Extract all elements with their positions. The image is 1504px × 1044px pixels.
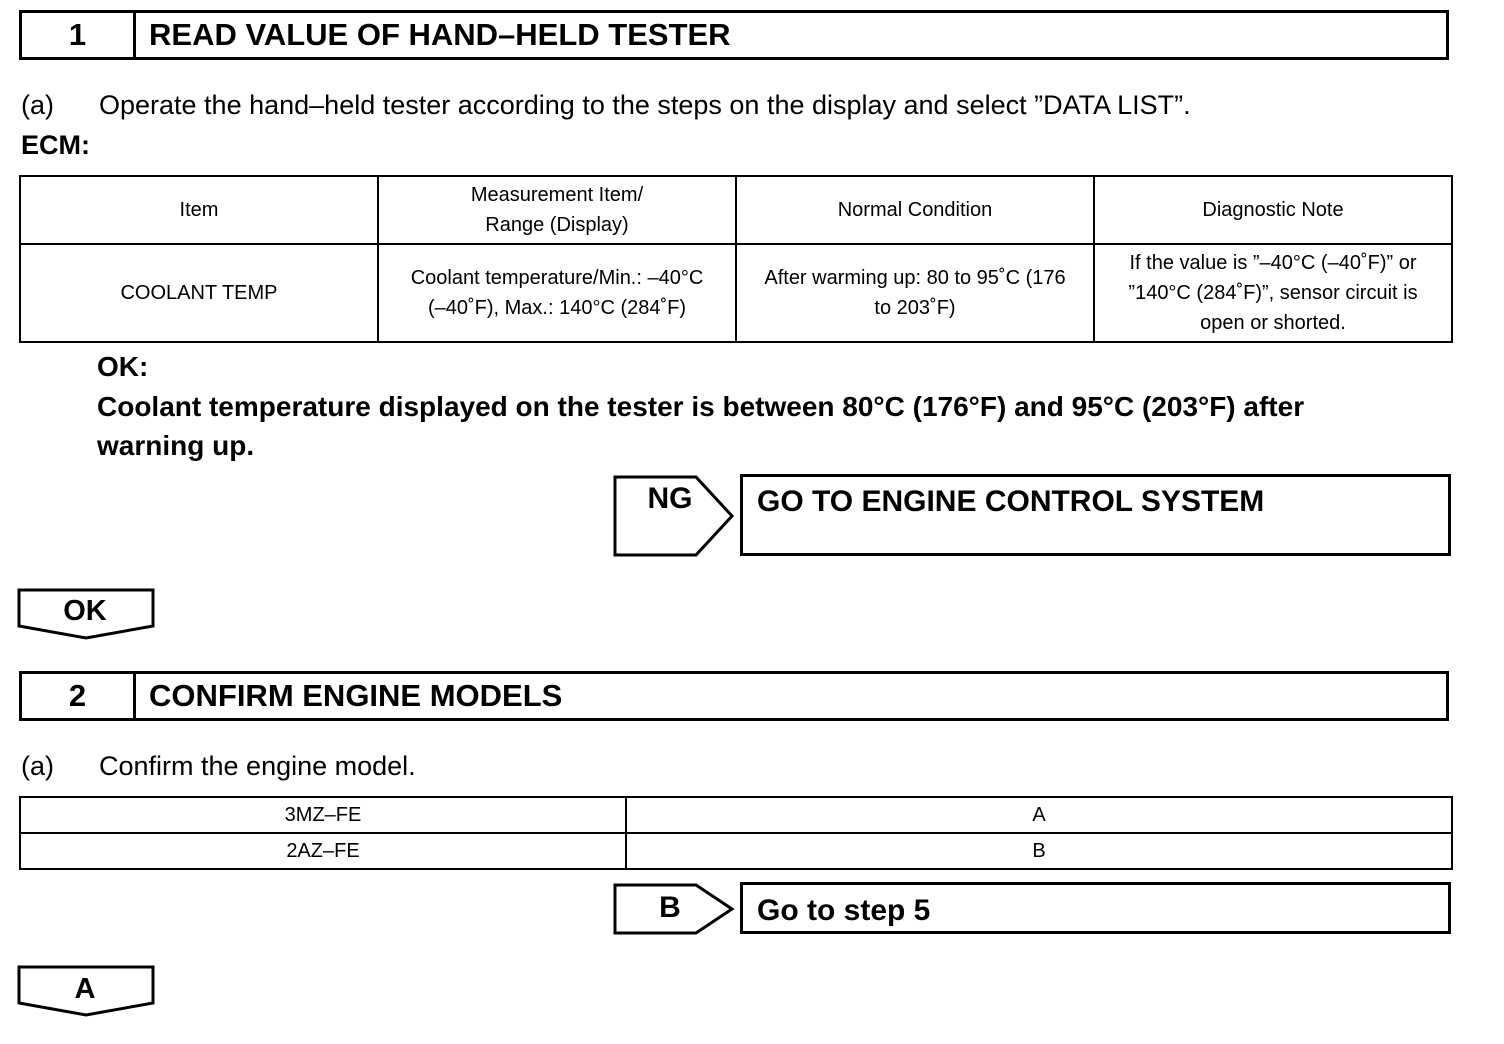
- cell-code: A: [626, 797, 1452, 833]
- step-2-header: [19, 671, 1449, 721]
- cell-normal-line1: After warming up: 80 to 95˚C (176: [764, 267, 1066, 289]
- cell-measurement: [378, 244, 736, 342]
- cell-item: COOLANT TEMP: [20, 244, 378, 342]
- instruction-label: (a): [21, 90, 54, 120]
- cell-model: 2AZ–FE: [20, 833, 626, 869]
- table-row: [20, 244, 1452, 342]
- ok-label: OK:: [97, 351, 149, 382]
- cell-normal-line2: to 203˚F): [874, 297, 956, 319]
- cell-measurement-line1: Coolant temperature/Min.: –40°C: [410, 267, 704, 289]
- ok-tag-label: OK: [63, 595, 107, 627]
- instruction-text: Operate the hand–held tester according to the steps on the display and select ”DATA LIST”.: [99, 90, 1191, 120]
- ng-result-text: GO TO ENGINE CONTROL SYSTEM: [757, 485, 1265, 518]
- b-tag-label: B: [659, 891, 681, 924]
- b-result-text: Go to step 5: [757, 894, 931, 927]
- table-row: [20, 833, 1452, 869]
- header-measurement: [378, 176, 736, 244]
- step-number: 2: [22, 674, 136, 718]
- engine-model-table: [19, 796, 1453, 870]
- ecm-label: ECM:: [21, 130, 90, 160]
- cell-note-line2: ”140°C (284˚F)”, sensor circuit is: [1128, 282, 1418, 304]
- header-measurement-line2: Range (Display): [485, 214, 629, 236]
- header-diagnostic-note: Diagnostic Note: [1094, 176, 1452, 244]
- header-normal-condition: Normal Condition: [736, 176, 1094, 244]
- step-1-instruction: [21, 90, 1191, 121]
- step-1-header: [19, 10, 1449, 60]
- ok-condition-line2: warning up.: [97, 430, 255, 461]
- cell-model: 3MZ–FE: [20, 797, 626, 833]
- header-item: Item: [20, 176, 378, 244]
- table-header-row: [20, 176, 1452, 244]
- data-list-table: [19, 175, 1453, 343]
- table-row: [20, 797, 1452, 833]
- cell-diagnostic-note: [1094, 244, 1452, 342]
- cell-measurement-line2: (–40˚F), Max.: 140°C (284˚F): [427, 297, 687, 319]
- step-number: 1: [22, 13, 136, 57]
- ng-tag-label: NG: [647, 482, 693, 515]
- cell-code: B: [626, 833, 1452, 869]
- step-2-instruction: [21, 751, 416, 782]
- header-measurement-line1: Measurement Item/: [470, 184, 644, 206]
- a-tag-label: A: [74, 973, 96, 1005]
- step-title: READ VALUE OF HAND–HELD TESTER: [149, 17, 731, 52]
- instruction-label: (a): [21, 751, 54, 781]
- b-result-box: [740, 882, 1451, 934]
- step-title: CONFIRM ENGINE MODELS: [149, 678, 563, 713]
- instruction-text: Confirm the engine model.: [99, 751, 416, 781]
- cell-note-line3: open or shorted.: [1200, 312, 1346, 334]
- ng-result-box: [740, 474, 1451, 556]
- cell-normal-condition: [736, 244, 1094, 342]
- cell-note-line1: If the value is ”–40°C (–40˚F)” or: [1129, 252, 1417, 274]
- ok-condition-line1: Coolant temperature displayed on the tester is between 80°C (176°F) and 95°C (203°F) after: [97, 391, 1305, 422]
